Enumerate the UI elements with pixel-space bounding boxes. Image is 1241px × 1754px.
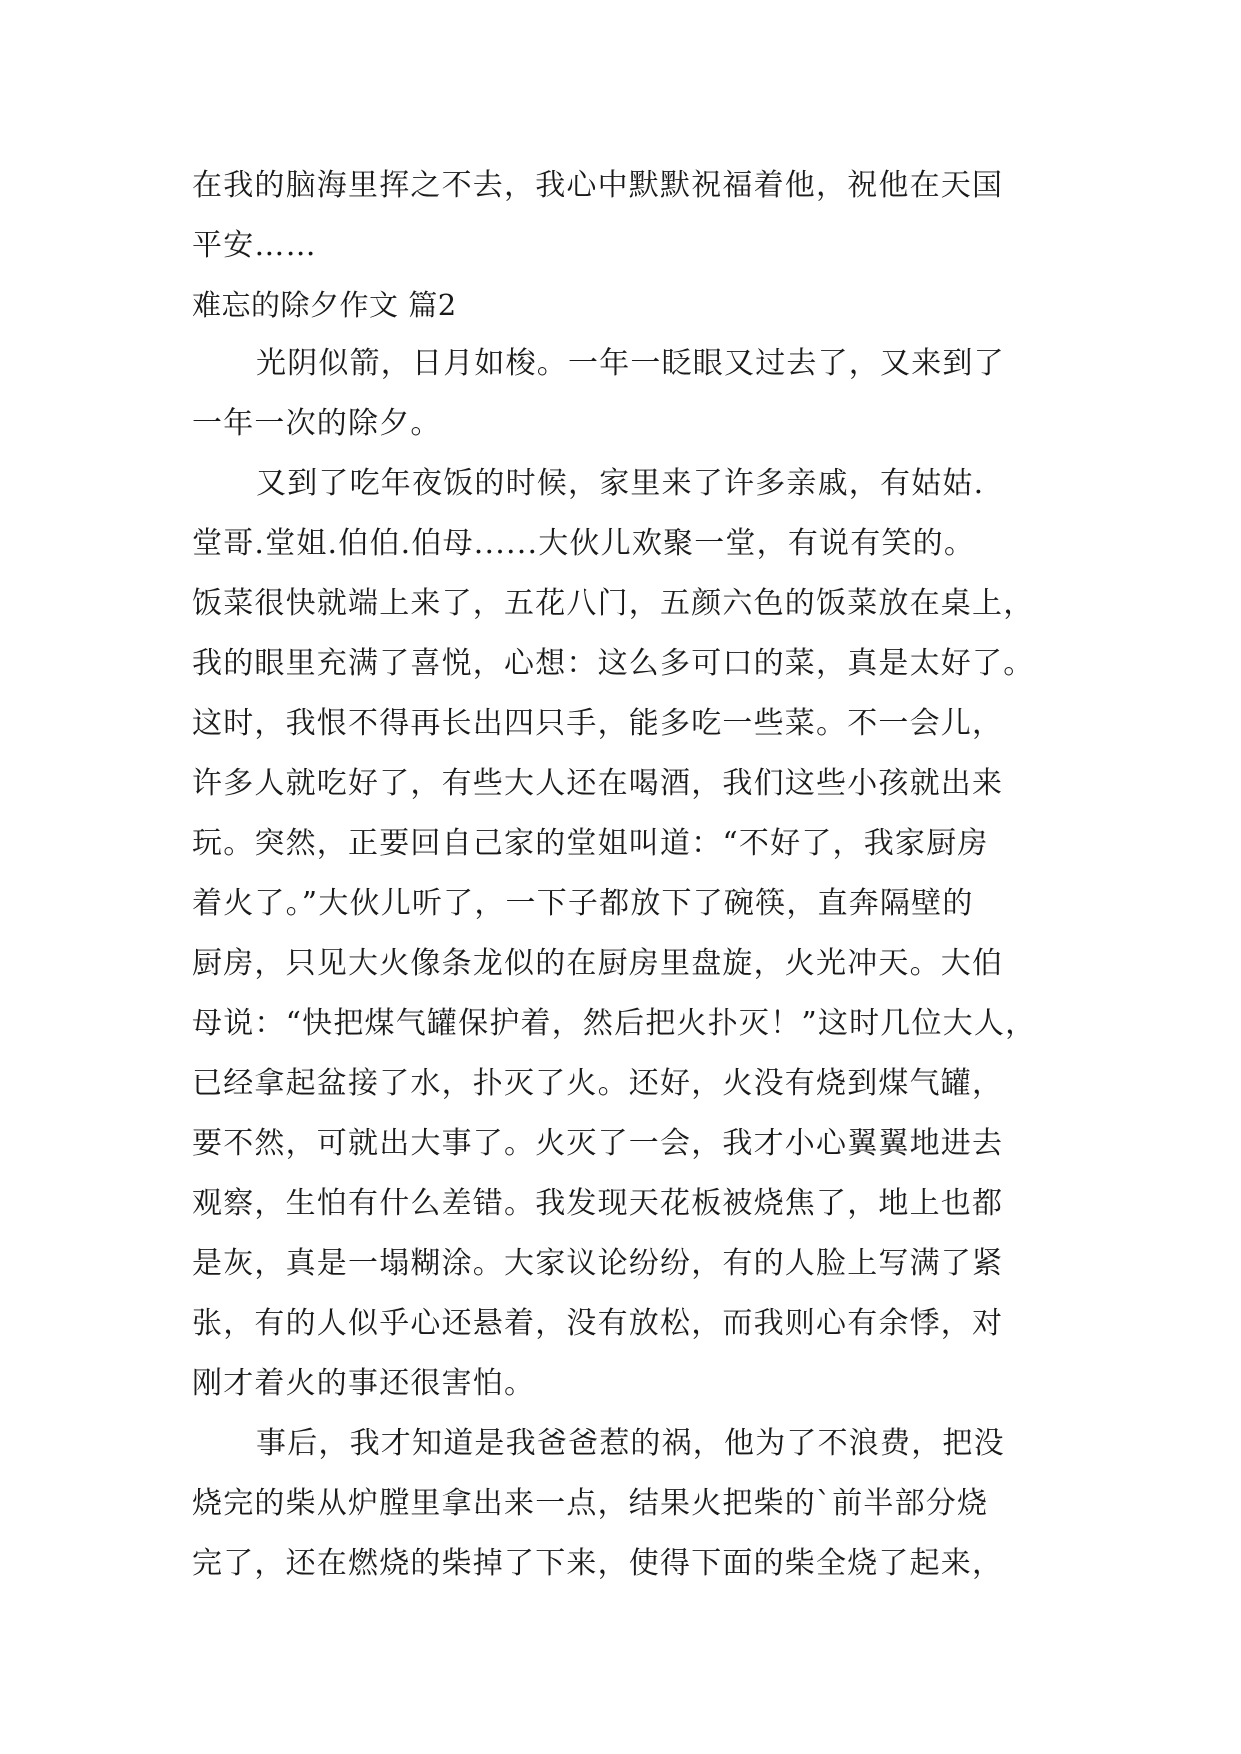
text-line: 刚才着火的事还很害怕。 xyxy=(192,1366,536,1401)
text-line: 要不然，可就出大事了。火灭了一会，我才小心翼翼地进去 xyxy=(192,1126,1004,1161)
text-line: 完了，还在燃烧的柴掉了下来，使得下面的柴全烧了起来， xyxy=(192,1546,1004,1581)
text-line: 厨房，只见大火像条龙似的在厨房里盘旋，火光冲天。大伯 xyxy=(192,946,1004,981)
text-line: 在我的脑海里挥之不去，我心中默默祝福着他，祝他在天国 xyxy=(192,168,1004,203)
section-heading: 难忘的除夕作文 篇2 xyxy=(192,288,457,322)
text-line: 一年一次的除夕。 xyxy=(192,406,442,441)
text-line: 母说：“快把煤气罐保护着，然后把火扑灭！”这时几位大人， xyxy=(192,1006,1037,1041)
text-line: 是灰，真是一塌糊涂。大家议论纷纷，有的人脸上写满了紧 xyxy=(192,1246,1004,1281)
text-line: 这时，我恨不得再长出四只手，能多吃一些菜。不一会儿， xyxy=(192,706,1004,741)
text-line: 烧完的柴从炉膛里拿出来一点，结果火把柴的`前半部分烧 xyxy=(192,1486,989,1521)
text-line: 许多人就吃好了，有些大人还在喝酒，我们这些小孩就出来 xyxy=(192,766,1004,801)
text-line: 观察，生怕有什么差错。我发现天花板被烧焦了，地上也都 xyxy=(192,1186,1004,1221)
text-line: 饭菜很快就端上来了，五花八门，五颜六色的饭菜放在桌上， xyxy=(192,586,1035,621)
text-line: 玩。突然，正要回自己家的堂姐叫道：“不好了，我家厨房 xyxy=(192,826,989,861)
text-line: 堂哥.堂姐.伯伯.伯母......大伙儿欢聚一堂，有说有笑的。 xyxy=(192,526,976,561)
text-line: 光阴似箭，日月如梭。一年一眨眼又过去了，又来到了 xyxy=(256,346,1005,381)
text-line: 又到了吃年夜饭的时候，家里来了许多亲戚，有姑姑. xyxy=(256,466,985,501)
text-line: 张，有的人似乎心还悬着，没有放松，而我则心有余悸，对 xyxy=(192,1306,1004,1341)
text-line: 事后，我才知道是我爸爸惹的祸，他为了不浪费，把没 xyxy=(256,1426,1005,1461)
text-line: 已经拿起盆接了水，扑灭了火。还好，火没有烧到煤气罐， xyxy=(192,1066,1004,1101)
text-line: 着火了。”大伙儿听了，一下子都放下了碗筷，直奔隔壁的 xyxy=(192,886,974,921)
text-line: 我的眼里充满了喜悦，心想：这么多可口的菜，真是太好了。 xyxy=(192,646,1035,681)
text-line: 平安…… xyxy=(192,228,317,263)
